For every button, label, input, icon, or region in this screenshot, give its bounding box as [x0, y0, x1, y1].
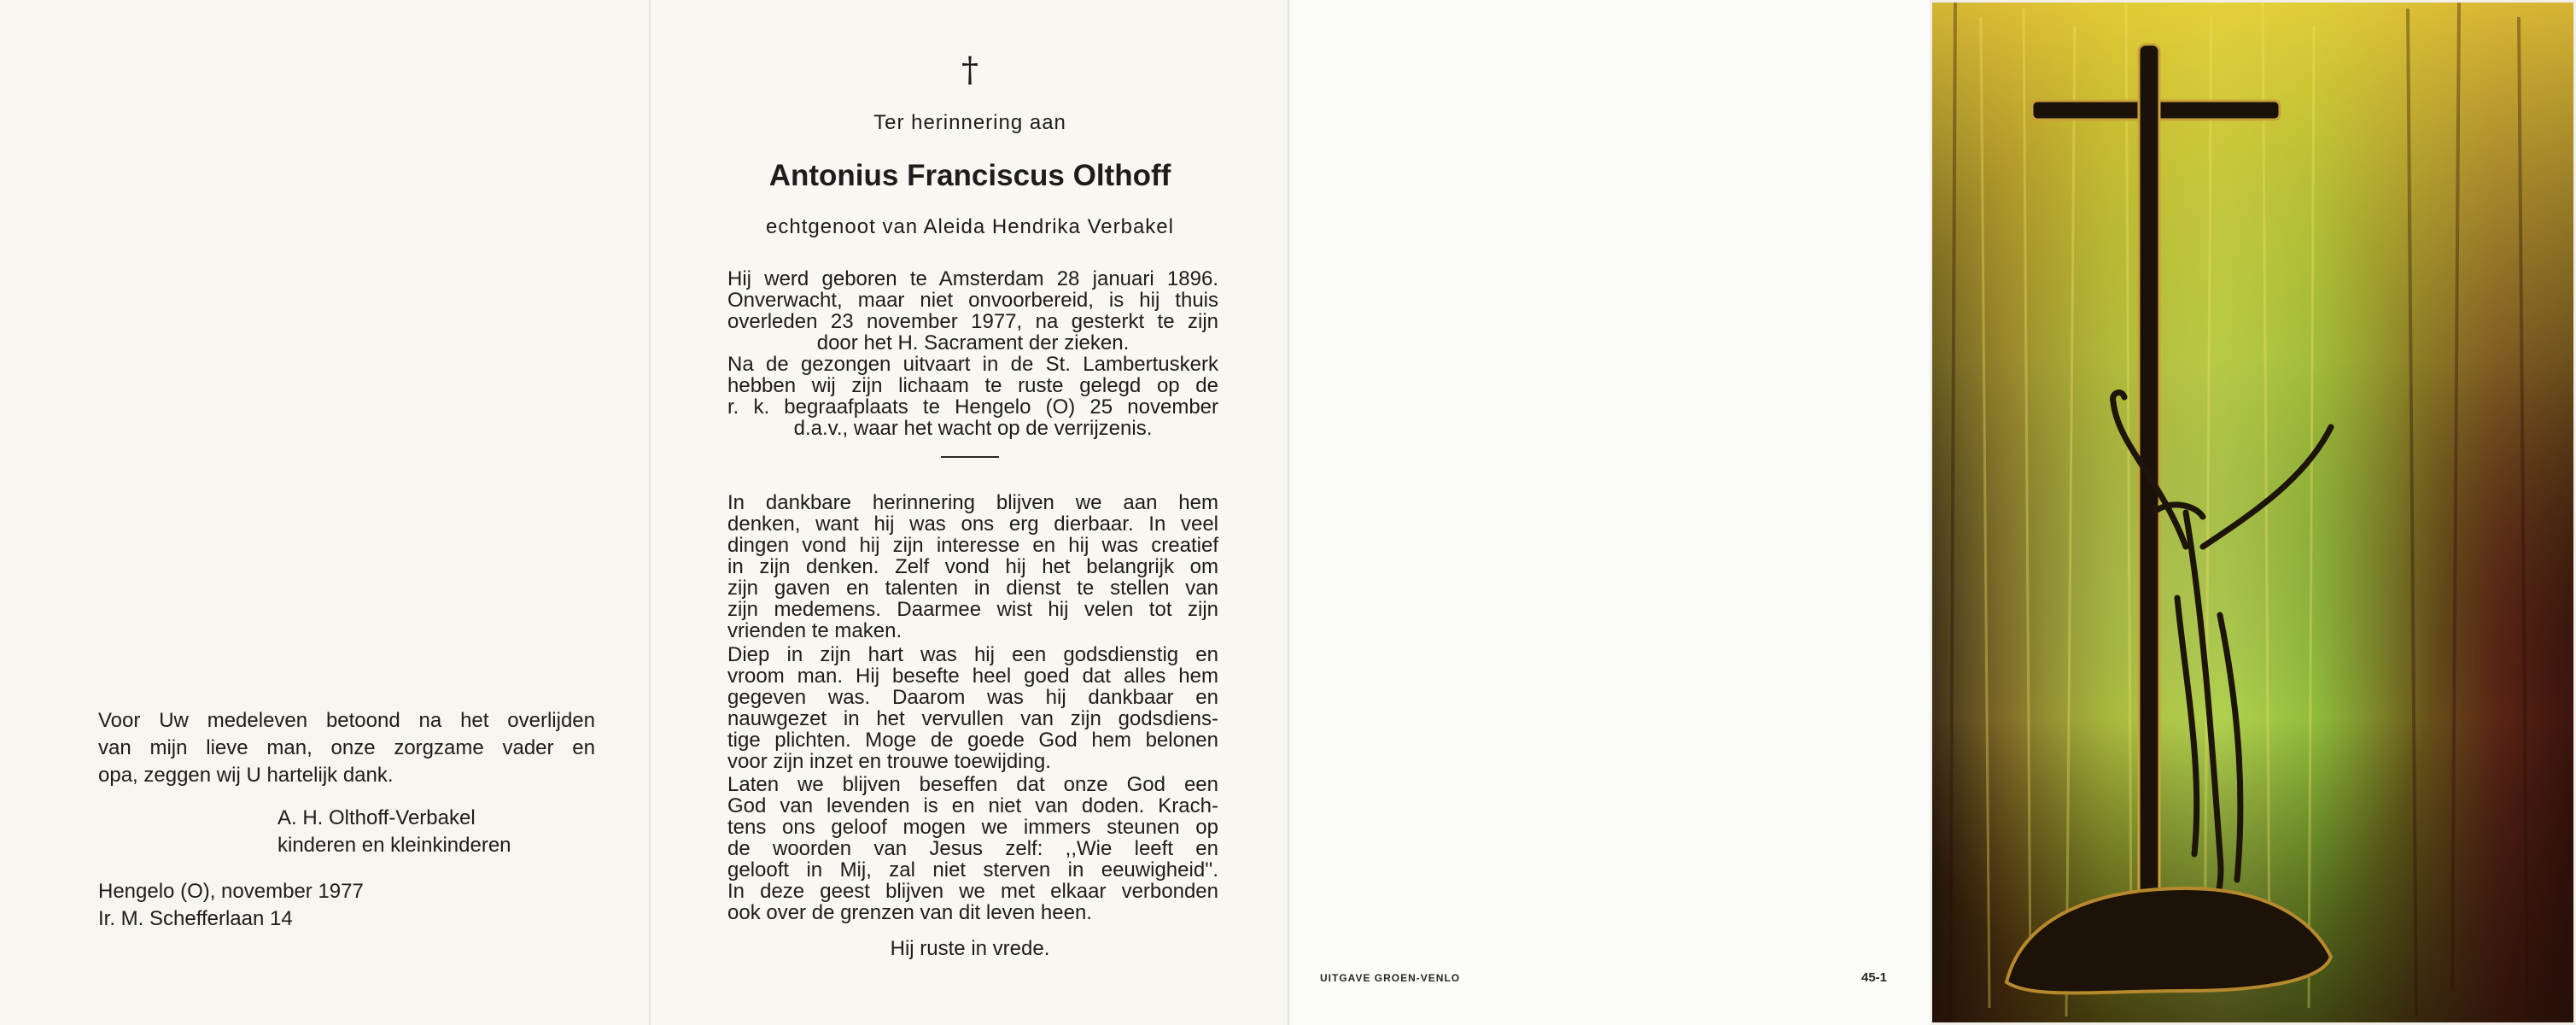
text-line: Diep in zijn hart was hij een godsdienstig en [727, 643, 1218, 666]
text-line: voor zijn inzet en trouwe toewijding. [727, 750, 1051, 773]
text-line: In deze geest blijven we met elkaar verbonden [727, 880, 1218, 903]
spouse-line: echtgenoot van Aleida Hendrika Verbakel [766, 215, 1174, 238]
cross-icon: † [961, 50, 978, 90]
text-line: zijn gaven en talenten in dienst te stellen van [727, 577, 1218, 600]
thanks-line: opa, zeggen wij U hartelijk dank. [98, 764, 394, 787]
text-line: r. k. begraafplaats te Hengelo (O) 25 november [727, 395, 1218, 419]
text-line: ook over de grenzen van dit leven heen. [727, 901, 1092, 924]
text-line: nauwgezet in het vervullen van zijn godsdiens- [727, 707, 1218, 730]
card-code: 45-1 [1861, 970, 1888, 985]
signature-family: kinderen en kleinkinderen [277, 834, 511, 857]
text-line: In dankbare herinnering blijven we aan hem [727, 491, 1218, 514]
text-line: gegeven was. Daarom was hij dankbaar en [727, 686, 1218, 709]
cross-painting [1930, 0, 2576, 1025]
divider [941, 456, 999, 458]
text-line: overleden 23 november 1977, na gesterkt te zijn [727, 310, 1218, 333]
text-line: God van levenden is en niet van doden. Krach- [727, 794, 1218, 817]
address: Ir. M. Schefferlaan 14 [98, 907, 293, 930]
text-line: vrienden te maken. [727, 619, 902, 642]
text-line: Na de gezongen uitvaart in de St. Lambertuskerk [727, 353, 1218, 376]
text-line: Laten we blijven beseffen dat onze God een [727, 773, 1218, 796]
text-line: Onverwacht, maar niet onvoorbereid, is hij thuis [727, 289, 1218, 312]
intro-text: Ter herinnering aan [873, 111, 1066, 134]
text-line: gelooft in Mij, zal niet sterven in eeuwigheid''. [727, 858, 1218, 882]
text-line: vroom man. Hij besefte heel goed dat alles hem [727, 665, 1218, 688]
text-line: door het H. Sacrament der zieken. [816, 331, 1130, 354]
text-line: d.a.v., waar het wacht op de verrijzenis. [793, 417, 1153, 440]
text-line: zijn medemens. Daarmee wist hij velen tot zijn [727, 598, 1218, 621]
text-line: dingen vond hij zijn interesse en hij was creatief [727, 534, 1218, 557]
text-line: de woorden van Jesus zelf: ,,Wie leeft en [727, 837, 1218, 860]
text-line: Hij werd geboren te Amsterdam 28 januari 1896. [727, 267, 1218, 290]
text-line: tige plichten. Moge de goede God hem belonen [727, 729, 1218, 752]
text-line: hebben wij zijn lichaam te ruste gelegd op de [727, 374, 1218, 397]
thanks-line: Voor Uw medeleven betoond na het overlijden [98, 709, 595, 732]
thank-you-panel [0, 0, 649, 1025]
thanks-line: van mijn lieve man, onze zorgzame vader en [98, 736, 595, 759]
artwork-panel [1930, 0, 2576, 1025]
text-line: denken, want hij was ons erg dierbaar. In veel [727, 512, 1218, 536]
back-panel [1288, 0, 1930, 1025]
deceased-name: Antonius Franciscus Olthoff [768, 159, 1171, 192]
closing-line: Hij ruste in vrede. [890, 937, 1050, 960]
text-line: tens ons geloof mogen we immers steunen op [727, 816, 1218, 839]
text-line: in zijn denken. Zelf vond hij het belangrijk om [727, 555, 1218, 578]
memorial-panel [649, 0, 1288, 1025]
place-date: Hengelo (O), november 1977 [98, 880, 364, 903]
signature-name: A. H. Olthoff-Verbakel [277, 806, 476, 829]
publisher-label: UITGAVE GROEN-VENLO [1320, 972, 1461, 984]
